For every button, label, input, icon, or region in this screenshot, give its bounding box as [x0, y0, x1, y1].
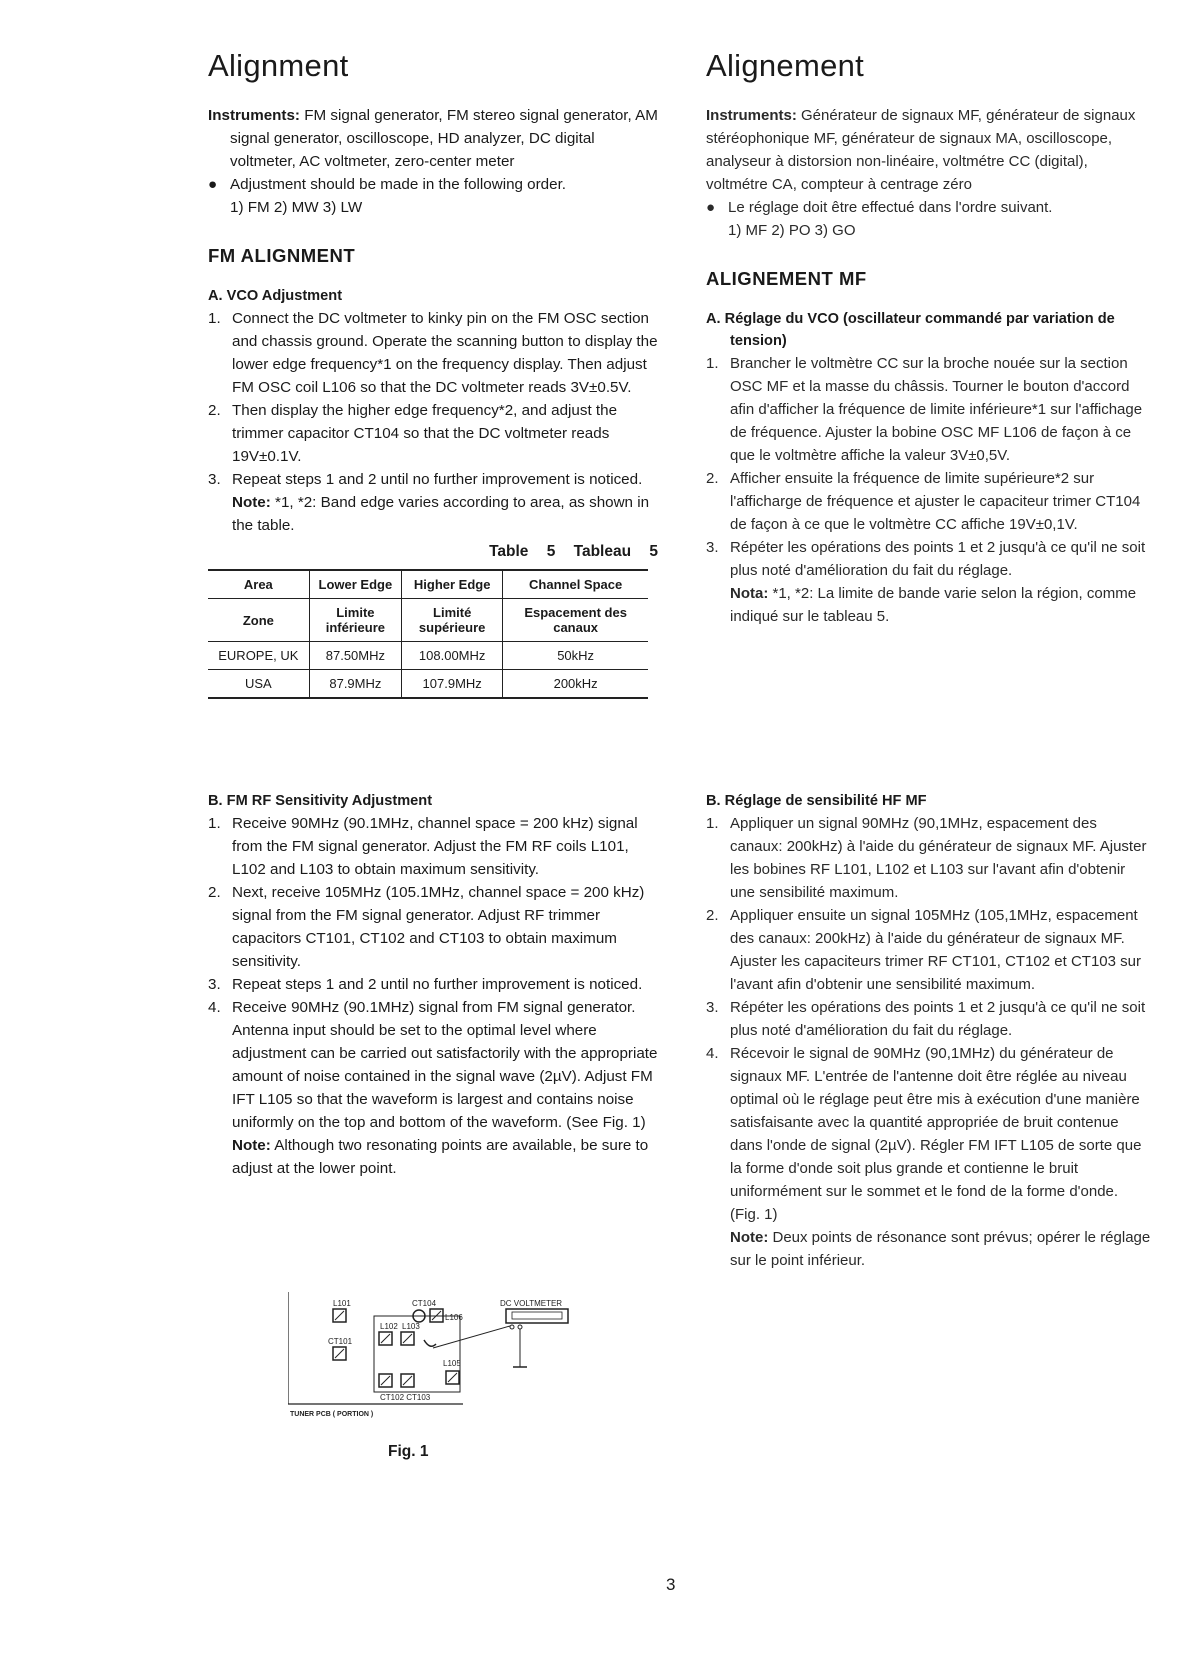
note-label-en: Note: — [232, 494, 271, 511]
vco-steps-fr — [706, 352, 1151, 582]
label-l101: L101 — [333, 1299, 351, 1308]
step-text: Répéter les opérations des points 1 et 2 jusqu'à ce qu'il ne soit plus noté d'amélioration du fait du réglage. — [730, 999, 1146, 1039]
rf-note-fr — [706, 1226, 1151, 1272]
list-item — [706, 352, 1151, 467]
rf-steps-fr — [706, 812, 1151, 1226]
instruments-label-en: Instruments: — [208, 107, 300, 124]
rf-heading-fr: B. Réglage de sensibilité HF MF — [706, 793, 927, 809]
step-number: 2. — [208, 402, 221, 419]
band-edge-table — [208, 569, 648, 699]
instruments-text-en: FM signal generator, FM stereo signal generator, AM signal generator, oscilloscope, HD analyzer, DC digital voltmeter, AC voltmeter, zero-center meter — [230, 107, 658, 170]
step-text: Next, receive 105MHz (105.1MHz, channel space = 200 kHz) signal from the FM signal generator. Adjust RF trimmer capacitors CT101, CT102 and CT103 to obtain maximum sensitivity. — [232, 884, 645, 970]
rf-steps-en — [208, 812, 658, 1134]
rf-note-en — [208, 1134, 658, 1180]
page-number: 3 — [666, 1575, 676, 1594]
label-ct101: CT101 — [328, 1337, 353, 1346]
table-cell: USA — [208, 670, 309, 699]
tuner-pcb-diagram — [288, 1292, 618, 1420]
instruments-fr — [706, 104, 1151, 196]
list-item — [706, 904, 1151, 996]
table-row — [208, 670, 648, 699]
step-text: Appliquer un signal 90MHz (90,1MHz, espacement des canaux: 200kHz) à l'aide du générateur de signaux MF. Ajuster les bobines RF L101, L102 et L103 sur l'avant afin d'obtenir une sensibilité maximum. — [730, 815, 1147, 901]
step-text: Receive 90MHz (90.1MHz, channel space = 200 kHz) signal from the FM signal generator. Adjust the FM RF coils L101, L102 and L103 to obtain maximum sensitivity. — [232, 815, 638, 878]
instruments-en — [208, 104, 658, 173]
list-item — [706, 1042, 1151, 1226]
label-dc-voltmeter: DC VOLTMETER — [500, 1299, 563, 1308]
order-bullet-en — [208, 173, 658, 196]
list-item — [706, 536, 1151, 582]
note-text-en: *1, *2: Band edge varies according to area, as shown in the table. — [232, 494, 650, 534]
step-text: Appliquer ensuite un signal 105MHz (105,1MHz, espacement des canaux: 200kHz) à l'aide du générateur de signaux MF. Ajuster les capaciteurs trimer RF CT101, CT102 et CT103 sur l'avant afin d'obtenir une sensibilité maximum. — [730, 907, 1141, 993]
french-section-top — [706, 48, 1151, 628]
figure-caption: Fig. 1 — [388, 1443, 429, 1460]
header-cell: Lower Edge — [309, 570, 401, 599]
step-text: Repeat steps 1 and 2 until no further improvement is noticed. — [232, 471, 643, 488]
step-text: Then display the higher edge frequency*2, and adjust the trimmer capacitor CT104 so that the DC voltmeter reads 19V±0.1V. — [232, 402, 618, 465]
rf-note-label-fr: Note: — [730, 1229, 769, 1246]
step-number: 3. — [208, 976, 221, 993]
step-text: Repeat steps 1 and 2 until no further improvement is noticed. — [232, 976, 643, 993]
step-text: Connect the DC voltmeter to kinky pin on the FM OSC section and chassis ground. Operate the scanning button to display the lower edge frequency*1 on the frequency display. Then adjust FM OSC coil L106 so that the DC voltmeter reads 3V±0.5V. — [232, 310, 658, 396]
order-list-en: 1) FM 2) MW 3) LW — [230, 199, 363, 216]
table-cell: 50kHz — [503, 642, 648, 670]
label-ct104: CT104 — [412, 1299, 437, 1308]
step-number: 3. — [706, 539, 719, 556]
step-text: Afficher ensuite la fréquence de limite supérieure*2 sur l'afficharge de fréquence et ajuster le capaciteur trimer CT104 de façon à ce que le voltmètre CC affiche 19V±0,1V. — [730, 470, 1141, 533]
header-cell: Espacement des canaux — [503, 599, 648, 642]
table-caption-en: Table 5 — [489, 543, 556, 560]
list-item — [208, 812, 658, 881]
note-en — [208, 491, 658, 537]
label-l102: L102 — [380, 1322, 398, 1331]
order-bullet-text-fr: Le réglage doit être effectué dans l'ordre suivant. — [728, 199, 1053, 216]
list-item — [208, 399, 658, 468]
step-number: 1. — [706, 355, 719, 372]
rf-note-label-en: Note: — [232, 1137, 271, 1154]
header-cell: Limite inférieure — [309, 599, 401, 642]
step-number: 3. — [706, 999, 719, 1016]
order-list-fr: 1) MF 2) PO 3) GO — [728, 222, 856, 239]
step-text: Répéter les opérations des points 1 et 2 jusqu'à ce qu'il ne soit plus noté d'amélioration du fait du réglage. — [730, 539, 1146, 579]
step-number: 3. — [208, 471, 221, 488]
step-number: 2. — [706, 470, 719, 487]
list-item — [706, 996, 1151, 1042]
step-number: 1. — [706, 815, 719, 832]
vco-heading-fr: A. Réglage du VCO (oscillateur commandé par variation de tension) — [706, 311, 1115, 349]
note-text-fr: *1, *2: La limite de bande varie selon la région, comme indiqué sur le tableau 5. — [730, 585, 1137, 625]
table-cell: 200kHz — [503, 670, 648, 699]
probe-icon — [424, 1340, 436, 1346]
step-number: 1. — [208, 310, 221, 327]
list-item — [208, 881, 658, 973]
step-text: Récevoir le signal de 90MHz (90,1MHz) du générateur de signaux MF. L'entrée de l'antenne doit être réglée au niveau optimal où le réglage peut être mis à exécution d'une manière satisfaisante avec la quantité appropriée de bruit contenue dans l'onde de signal (2µV). Régler FM IFT L105 de sorte que la forme d'onde soit plus grande et contienne le bruit uniformément sur le sommet et le fond de la forme d'onde. (Fig. 1) — [730, 1045, 1142, 1223]
header-cell: Zone — [208, 599, 309, 642]
step-number: 1. — [208, 815, 221, 832]
step-text: Receive 90MHz (90.1MHz) signal from FM signal generator. Antenna input should be set to the optimal level where adjustment can be carried out satisfactorily with the appropriate amount of noise contained in the signal wave (2µV). Adjust FM IFT L105 so that the waveform is largest and contains noise uniformly on the top and bottom of the waveform. (See Fig. 1) — [232, 999, 658, 1131]
label-l105: L105 — [443, 1359, 461, 1368]
table-cell: EUROPE, UK — [208, 642, 309, 670]
vco-heading-en: A. VCO Adjustment — [208, 288, 343, 304]
english-section-bottom — [208, 790, 658, 1180]
step-text: Brancher le voltmètre CC sur la broche nouée sur la section OSC MF et la masse du châssis. Tourner le bouton d'accord afin d'afficher la fréquence de limite inférieure*1 sur l'affichage de fréquence. Ajuster la bobine OSC MF L106 de façon à ce que le voltmètre affiche la valeur 3V±0,5V. — [730, 355, 1143, 464]
note-fr — [706, 582, 1151, 628]
bullet-icon: ● — [706, 199, 716, 216]
table-cell: 107.9MHz — [402, 670, 503, 699]
rf-note-text-en: Although two resonating points are available, be sure to adjust at the lower point. — [232, 1137, 649, 1177]
header-cell: Limité supérieure — [402, 599, 503, 642]
header-cell: Channel Space — [503, 570, 648, 599]
table-cell: 87.9MHz — [309, 670, 401, 699]
instruments-label-fr: Instruments: — [706, 107, 797, 124]
table-row — [208, 642, 648, 670]
page-title-en: Alignment — [208, 48, 349, 83]
header-cell: Area — [208, 570, 309, 599]
rf-note-text-fr: Deux points de résonance sont prévus; opérer le réglage sur le point inférieur. — [730, 1229, 1151, 1269]
step-number: 2. — [208, 884, 221, 901]
rf-heading-en: B. FM RF Sensitivity Adjustment — [208, 793, 433, 809]
list-item — [706, 812, 1151, 904]
table-header-fr — [208, 599, 648, 642]
order-bullet-fr — [706, 196, 1151, 219]
table-caption-fr: Tableau 5 — [573, 543, 658, 560]
step-number: 4. — [208, 999, 221, 1016]
table-cell: 108.00MHz — [402, 642, 503, 670]
english-section-top — [208, 48, 658, 699]
label-l103: L103 — [402, 1322, 420, 1331]
list-item — [208, 307, 658, 399]
table-caption — [208, 543, 658, 561]
page-title-fr: Alignement — [706, 48, 865, 83]
step-number: 2. — [706, 907, 719, 924]
label-tuner-pcb: TUNER PCB ( PORTION ) — [290, 1411, 374, 1418]
french-section-bottom — [706, 790, 1151, 1272]
label-l106: L106 — [445, 1313, 463, 1322]
list-item — [208, 973, 658, 996]
header-cell: Higher Edge — [402, 570, 503, 599]
step-number: 4. — [706, 1045, 719, 1062]
table-header-en — [208, 570, 648, 599]
list-item — [208, 468, 658, 491]
instruments-text-fr: Générateur de signaux MF, générateur de signaux stéréophonique MF, générateur de signaux MA, oscilloscope, analyseur à distorsion non-linéaire, voltmétre CC (digital), voltmétre CA, compteur à centrage zéro — [706, 107, 1136, 193]
fm-heading-en: FM ALIGNMENT — [208, 245, 356, 266]
list-item — [208, 996, 658, 1134]
list-item — [706, 467, 1151, 536]
label-ct102-ct103: CT102 CT103 — [380, 1393, 431, 1402]
vco-steps-en — [208, 307, 658, 491]
note-label-fr: Nota: — [730, 585, 769, 602]
voltmeter-icon — [506, 1309, 568, 1323]
table-cell: 87.50MHz — [309, 642, 401, 670]
bullet-icon: ● — [208, 176, 218, 193]
order-bullet-text-en: Adjustment should be made in the following order. — [230, 176, 567, 193]
fm-heading-fr: ALIGNEMENT MF — [706, 268, 867, 289]
